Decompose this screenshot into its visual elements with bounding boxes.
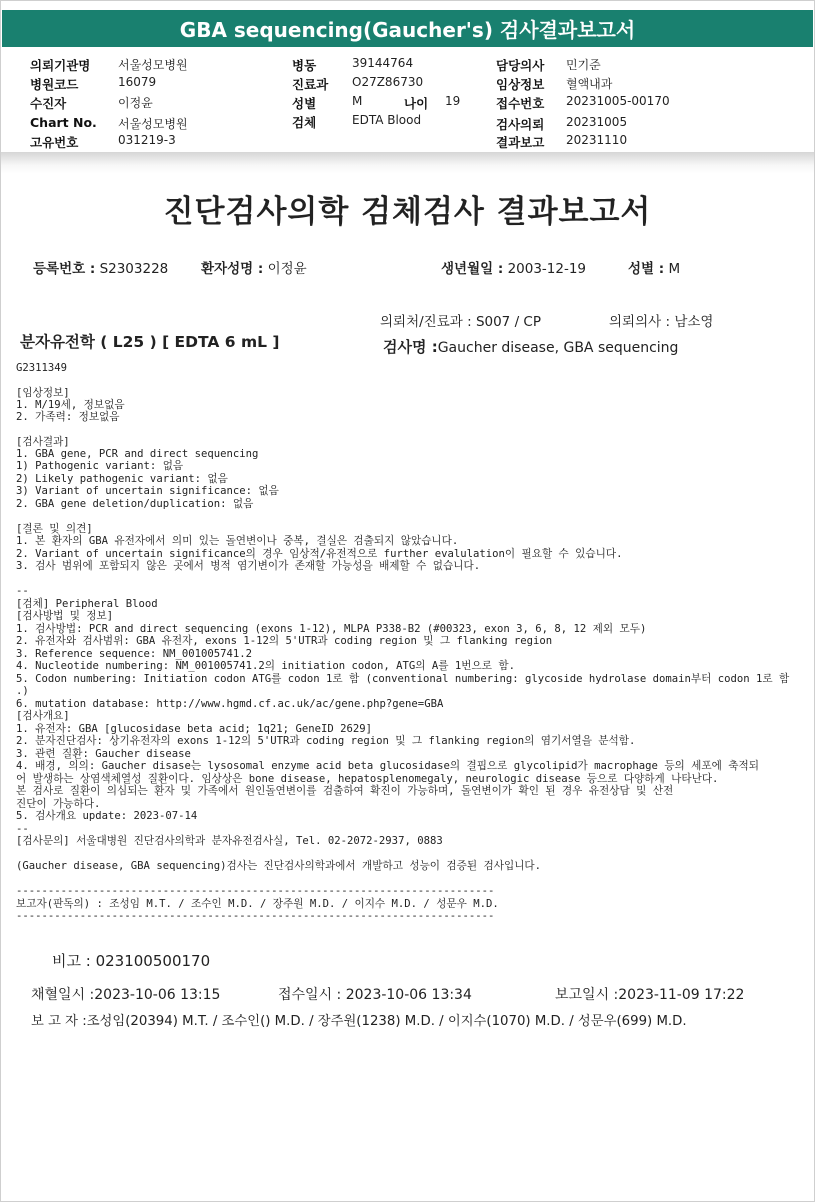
section-title: 분자유전학 ( L25 ) [ EDTA 6 mL ] — [20, 333, 280, 351]
report-line: [검사결과] — [16, 436, 70, 448]
header-label: 병원코드 — [30, 77, 79, 92]
report-line: 5. Codon numbering: Initiation codon ATG를 codon 1로 함 (conventional numbering: glycoside hydrolase domain부터 codon 1로 함 — [16, 673, 790, 685]
header-label: 검사의뢰 — [496, 117, 545, 132]
report-line: 1. 본 환자의 GBA 유전자에서 의미 있는 돌연변이나 중복, 결실은 검출되지 않았습니다. — [16, 535, 459, 547]
header-value: 20231005 — [566, 115, 628, 129]
report-line: [검체] Peripheral Blood — [16, 598, 158, 610]
reg-number: 등록번호 : S2303228 — [33, 261, 169, 277]
header-value: M — [352, 94, 363, 108]
report-line: --------------------------------------------------------------------------- — [16, 910, 495, 922]
report-line: (Gaucher disease, GBA sequencing)검사는 진단검사의학과에서 개발하고 성능이 검증된 검사입니다. — [16, 860, 542, 872]
header-label: 의뢰기관명 — [30, 58, 91, 73]
report-line: 3. 관련 질환: Gaucher disease — [16, 748, 191, 760]
header-label: 고유번호 — [30, 135, 79, 150]
report-line: 4. Nucleotide numbering: NM_001005741.2의 initiation codon, ATG의 A를 1번으로 함. — [16, 660, 515, 672]
header-label: 진료과 — [292, 77, 329, 92]
header-value: 39144764 — [352, 56, 414, 70]
report-line: 2. 분자진단검사: 상기유전자의 exons 1-12의 5'UTR과 coding region 및 그 flanking region의 염기서열을 분석함. — [16, 735, 636, 747]
report-line: 1. 유전자: GBA [glucosidase beta acid; 1q21; GeneID 2629] — [16, 723, 372, 735]
report-line: 본 검사로 질환이 의심되는 환자 및 가족에서 원인돌연변이를 검출하여 확진이 가능하며, 돌연변이가 확인 된 경우 유전상담 및 산전 — [16, 785, 674, 797]
report-line: [검사문의] 서울대병원 진단검사의학과 분자유전검사실, Tel. 02-2072-2937, 0883 — [16, 835, 443, 847]
header-label: 병동 — [292, 58, 317, 73]
report-time: 보고일시 :2023-11-09 17:22 — [555, 987, 745, 1003]
header-value: 031219-3 — [118, 133, 176, 147]
report-line: 어 발생하는 상염색체열성 질환이다. 임상상은 bone disease, hepatosplenomegaly, neurologic disease 등으로 다양하게 나타난다. — [16, 773, 719, 785]
report-line: 1. M/19세, 정보없음 — [16, 399, 125, 411]
report-title: GBA sequencing(Gaucher's) 검사결과보고서 — [179, 18, 636, 42]
header-value: 16079 — [118, 75, 157, 89]
age-value: 19 — [445, 94, 461, 108]
section-divider — [0, 152, 815, 174]
report-line: [검사개요] — [16, 710, 70, 722]
report-line: 6. mutation database: http://www.hgmd.cf.ac.uk/ac/gene.php?gene=GBA — [16, 698, 444, 710]
report-line: [임상정보] — [16, 387, 70, 399]
header-label: 검체 — [292, 115, 317, 130]
report-line: 5. 검사개요 update: 2023-07-14 — [16, 810, 198, 822]
header-value: 서울성모병원 — [118, 117, 188, 131]
report-line: -- — [16, 585, 29, 597]
report-line: 1. GBA gene, PCR and direct sequencing — [16, 448, 259, 460]
header-value: 20231110 — [566, 133, 628, 147]
header-label: 임상정보 — [496, 77, 545, 92]
header-value: EDTA Blood — [352, 113, 422, 127]
report-line: 보고자(판독의) : 조성임 M.T. / 조수인 M.D. / 장주원 M.D. / 이지수 M.D. / 성문우 M.D. — [16, 898, 499, 910]
header-label: 접수번호 — [496, 96, 545, 111]
report-line: 2) Likely pathogenic variant: 없음 — [16, 473, 228, 485]
report-line: [결론 및 의견] — [16, 523, 93, 535]
header-value: 민기준 — [566, 58, 601, 72]
reporters: 보 고 자 :조성임(20394) M.T. / 조수인() M.D. / 장주원(1238) M.D. / 이지수(1070) M.D. / 성문우(699) M.D. — [31, 1014, 687, 1029]
report-line: 1. 검사방법: PCR and direct sequencing (exons 1-12), MLPA P338-B2 (#00323, exon 3, 6, 8, 12 제외 모두) — [16, 623, 647, 635]
report-line: 4. 배경, 의의: Gaucher disase는 lysosomal enzyme acid beta glucosidase의 결핍으로 glycolipid가 macrophage 등의 세포에 축적되 — [16, 760, 759, 772]
report-line: 2. GBA gene deletion/duplication: 없음 — [16, 498, 254, 510]
age-label: 나이 — [404, 96, 429, 111]
header-value: 혈액내과 — [566, 77, 613, 91]
header-value: 20231005-00170 — [566, 94, 670, 108]
report-line: 1) Pathogenic variant: 없음 — [16, 460, 184, 472]
report-line: -- — [16, 823, 29, 835]
report-line: 2. 가족력: 정보없음 — [16, 411, 120, 423]
note: 비고 : 023100500170 — [52, 952, 211, 970]
report-line: 3. 검사 범위에 포함되지 않은 곳에서 병적 염기변이가 존재할 가능성을 배제할 수 없습니다. — [16, 560, 481, 572]
report-line: [검사방법 및 정보] — [16, 610, 114, 622]
referral-doctor: 의뢰의사 : 남소영 — [609, 314, 714, 330]
collect-time: 채혈일시 :2023-10-06 13:15 — [31, 987, 221, 1003]
patient-sex: 성별 : M — [628, 261, 681, 277]
report-line: 2. 유전자와 검사범위: GBA 유전자, exons 1-12의 5'UTR과 coding region 및 그 flanking region — [16, 635, 553, 647]
report-title-bar — [2, 10, 813, 47]
test-name: 검사명 :Gaucher disease, GBA sequencing — [383, 338, 679, 356]
report-line: 3. Reference sequence: NM_001005741.2 — [16, 648, 252, 660]
birth-date: 생년월일 : 2003-12-19 — [441, 261, 587, 277]
report-line: 2. Variant of uncertain significance의 경우 임상적/유전적으로 further evalulation이 필요할 수 있습니다. — [16, 548, 623, 560]
report-line: 진단이 가능하다. — [16, 798, 101, 810]
report-line: G2311349 — [16, 362, 68, 374]
header-label: 결과보고 — [496, 135, 545, 150]
main-title: 진단검사의학 검체검사 결과보고서 — [163, 194, 652, 230]
header-value: 서울성모병원 — [118, 58, 188, 72]
header-label: 담당의사 — [496, 58, 545, 73]
report-line: .) — [16, 685, 29, 697]
header-value: O27Z86730 — [352, 75, 424, 89]
referral-dept: 의뢰처/진료과 : S007 / CP — [380, 314, 541, 330]
header-value: 이정윤 — [118, 96, 153, 110]
report-line: 3) Variant of uncertain significance: 없음 — [16, 485, 279, 497]
report-line: --------------------------------------------------------------------------- — [16, 885, 495, 897]
header-label: Chart No. — [30, 115, 97, 130]
header-label: 성별 — [292, 96, 317, 111]
patient-name: 환자성명 : 이정윤 — [201, 261, 307, 277]
header-label: 수진자 — [30, 96, 67, 111]
receive-time: 접수일시 : 2023-10-06 13:34 — [278, 987, 472, 1003]
